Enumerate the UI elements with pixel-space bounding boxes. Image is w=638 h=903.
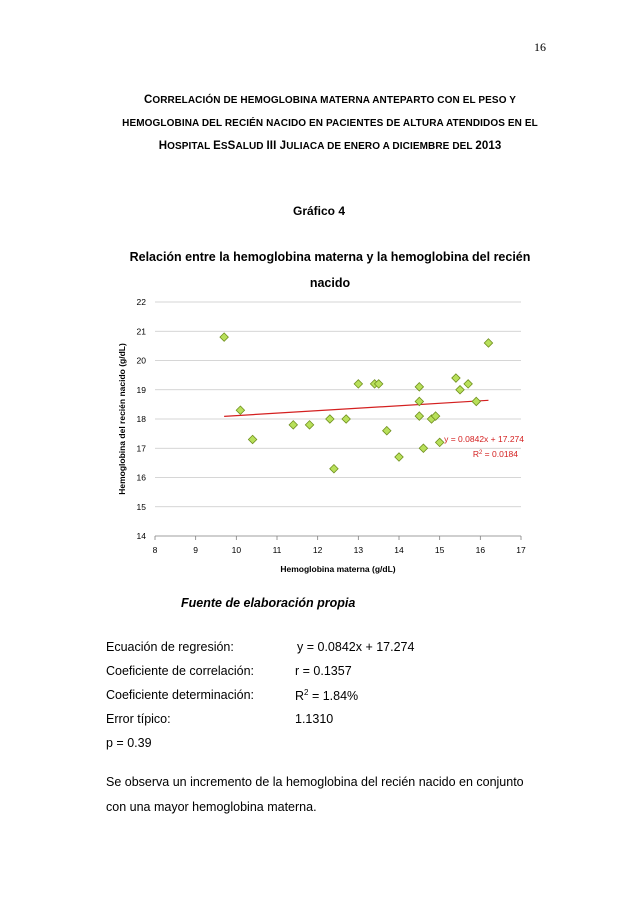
data-point <box>456 386 464 394</box>
y-tick-label: 14 <box>136 531 146 541</box>
data-point <box>464 380 472 388</box>
y-tick-labels <box>137 297 147 541</box>
r2-prefix: R <box>472 449 479 459</box>
trendline <box>224 400 488 416</box>
data-point <box>395 453 403 461</box>
y-tick-label: 18 <box>136 414 146 424</box>
stat-value <box>295 688 358 703</box>
stat-p-value: p = 0.39 <box>106 736 152 750</box>
data-point <box>305 421 313 429</box>
y-tick-label: 19 <box>136 384 146 395</box>
y-axis-label: Hemoglobina del recién nacido (g/dL) <box>117 343 127 495</box>
scatter-chart <box>98 290 538 580</box>
x-tick-label: 12 <box>312 545 323 555</box>
heading-cap: H <box>158 140 168 152</box>
heading-text: ULIACA DE ENERO A DICIEMBRE DEL <box>286 141 476 152</box>
data-point <box>342 415 350 423</box>
x-tick-label: 11 <box>272 545 282 555</box>
heading-text: ORRELACIÓN DE HEMOGLOBINA MATERNA ANTEPARTO CON EL PESO Y <box>152 95 517 106</box>
stat-label: Coeficiente determinación: <box>106 688 254 702</box>
data-point <box>236 406 244 414</box>
stat-label: Ecuación de regresión: <box>106 640 234 654</box>
stat-label: Error típico: <box>106 712 171 726</box>
r-squared-label <box>473 449 518 459</box>
heading-text: S <box>220 141 228 152</box>
y-tick-label: 22 <box>136 297 146 307</box>
x-tick-label: 9 <box>193 545 199 555</box>
heading-line-3 <box>100 140 560 152</box>
stat-value: y = 0.0842x + 17.274 <box>297 640 415 654</box>
x-tick-label: 14 <box>394 545 404 555</box>
gridlines <box>155 302 521 536</box>
data-point <box>383 427 391 435</box>
data-point <box>419 444 427 452</box>
y-tick-label: 21 <box>136 326 146 337</box>
conclusion-paragraph: Se observa un incremento de la hemoglobina del recién nacido en conjunto con una mayor hemoglobina materna. <box>106 775 524 814</box>
data-point <box>220 333 228 341</box>
data-point <box>484 339 492 347</box>
data-point <box>452 374 460 382</box>
y-tick-label: 17 <box>136 443 146 454</box>
heading-cap: S <box>227 140 236 152</box>
stat-determination <box>106 688 359 704</box>
equation-label: y = 0.0842x + 17.274 <box>444 434 524 444</box>
x-axis-label: Hemoglobina materna (g/dL) <box>280 564 396 574</box>
heading-text: OSPITAL <box>167 141 214 152</box>
x-tick-labels <box>153 536 526 555</box>
stat-error <box>106 712 334 726</box>
x-tick-label: 16 <box>475 545 486 555</box>
figure-title: Relación entre la hemoglobina materna y la hemoglobina del recién nacido <box>129 250 531 290</box>
data-point <box>289 421 297 429</box>
stat-value-prefix: R <box>295 689 305 704</box>
stat-value-sup: 2 <box>304 688 309 697</box>
stat-value-rest: = 1.84% <box>308 689 359 704</box>
page-number: 16 <box>534 40 546 54</box>
x-tick-label: 13 <box>353 545 364 555</box>
x-tick-label: 17 <box>516 545 526 555</box>
data-point <box>472 397 480 405</box>
data-point <box>330 465 338 473</box>
heading-cap: E <box>213 140 221 152</box>
x-tick-label: 10 <box>231 545 242 555</box>
stat-label: Coeficiente de correlación: <box>106 664 254 678</box>
heading-line-1 <box>100 94 560 106</box>
data-point <box>435 438 443 446</box>
data-point <box>354 380 362 388</box>
heading-line-2: HEMOGLOBINA DEL RECIÉN NACIDO EN PACIENTES DE ALTURA ATENDIDOS EN EL <box>122 118 538 129</box>
r2-sup: 2 <box>478 450 483 456</box>
stat-regression <box>106 640 415 654</box>
figure-source: Fuente de elaboración propia <box>181 596 356 610</box>
y-tick-label: 20 <box>136 355 146 366</box>
y-tick-label: 16 <box>136 472 146 483</box>
heading-text: ALUD <box>235 141 267 152</box>
figure-label: Gráfico 4 <box>292 204 346 218</box>
stat-value: r = 0.1357 <box>295 664 352 678</box>
data-point <box>248 435 256 443</box>
r2-rest: = 0.0184 <box>482 449 518 459</box>
heading-year: 2013 <box>475 140 502 152</box>
heading-cap: III J <box>266 140 287 152</box>
heading-cap: C <box>143 94 153 106</box>
data-point <box>326 415 334 423</box>
x-tick-label: 8 <box>152 545 158 555</box>
y-tick-label: 15 <box>136 501 146 512</box>
x-tick-label: 15 <box>434 545 445 555</box>
stat-value: 1.1310 <box>295 712 334 726</box>
stat-correlation <box>106 664 352 678</box>
